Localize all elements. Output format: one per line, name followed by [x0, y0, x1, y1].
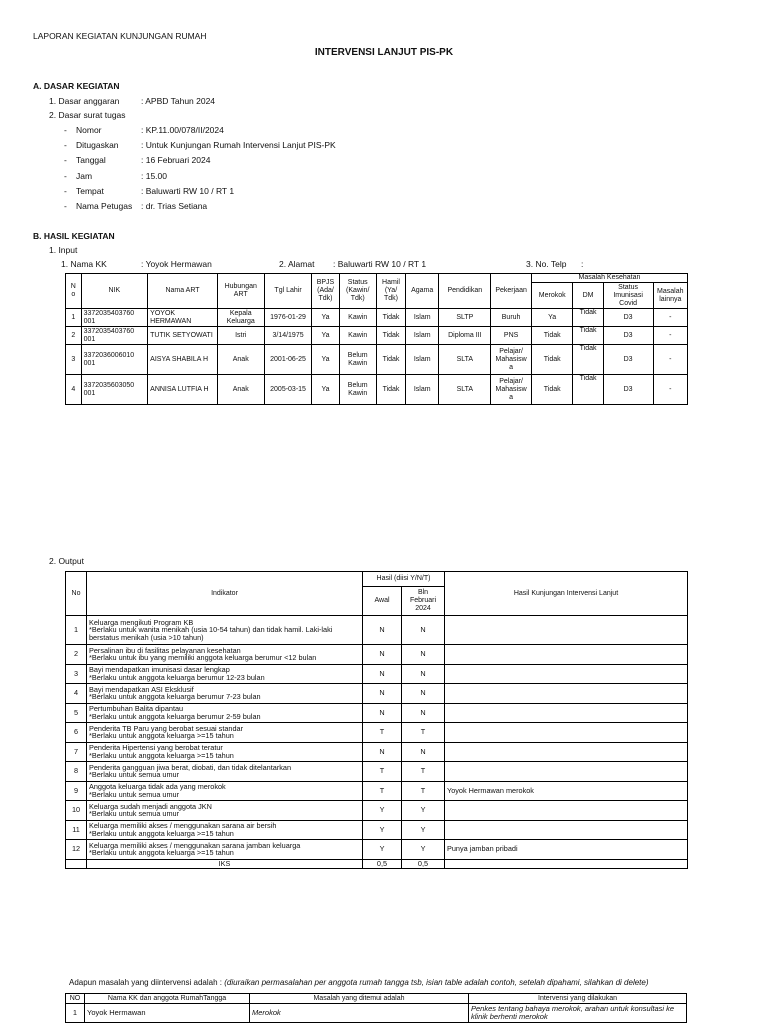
- cell-empty: [66, 859, 87, 868]
- cell-hasil-kunjungan: [445, 762, 688, 782]
- cell-hasil-kunjungan: [445, 801, 688, 821]
- cell-bpjs: Ya: [312, 327, 339, 345]
- cell-awal: N: [363, 742, 402, 762]
- cell-pek: PNS: [491, 327, 532, 345]
- cell-nik: 3372035603050 001: [81, 375, 148, 405]
- cell-awal: T: [363, 781, 402, 801]
- indikator-note: *Berlaku untuk anggota keluarga berumur 2-59 bulan: [89, 711, 261, 721]
- table-row: [66, 762, 688, 782]
- indikator-title: Keluarga mengikuti Program KB: [89, 617, 194, 627]
- col-masalah: Masalah yang ditemui adalah: [250, 994, 469, 1004]
- surat-tugas-label: Jam: [76, 170, 93, 181]
- col-hasil: Hasil (diisi Y/N/T): [363, 572, 445, 587]
- cell-indikator: [87, 840, 363, 860]
- indikator-title: Penderita TB Paru yang berobat sesuai standar: [89, 723, 244, 733]
- cell-status: Kawin: [339, 327, 376, 345]
- cell-bpjs: Ya: [312, 345, 339, 375]
- col-bln-februari: Bln Februari 2024: [402, 587, 445, 616]
- col-status: Status (Kawin/ Tdk): [339, 274, 376, 309]
- col-pendidikan: Pendidikan: [439, 274, 491, 309]
- cell-lainnya: -: [653, 327, 687, 345]
- indikator-title: Penderita gangguan jiwa berat, diobati, dan tidak ditelantarkan: [89, 762, 292, 772]
- cell-awal: Y: [363, 820, 402, 840]
- cell-agama: Islam: [406, 345, 439, 375]
- cell-no: 5: [66, 703, 87, 723]
- cell-bln: N: [402, 664, 445, 684]
- indikator-title: Keluarga memiliki akses / menggunakan sarana air bersih: [89, 821, 277, 831]
- cell-bpjs: Ya: [312, 375, 339, 405]
- cell-hasil-kunjungan: [445, 742, 688, 762]
- surat-tugas-label: Tanggal: [76, 155, 106, 166]
- cell-no: 12: [66, 840, 87, 860]
- cell-bln: T: [402, 781, 445, 801]
- col-imunisasi: Status Imunisasi Covid: [603, 283, 653, 309]
- surat-tugas-label: Tempat: [76, 185, 104, 196]
- cell-indikator: [87, 742, 363, 762]
- cell-lainnya: -: [653, 345, 687, 375]
- cell-nik: 3372035403760 001: [81, 309, 148, 327]
- col-merokok: Merokok: [531, 283, 573, 309]
- surat-tugas-label: Nama Petugas: [76, 201, 133, 211]
- cell-dm: Tidak: [573, 309, 603, 327]
- cell-hasil-kunjungan: [445, 616, 688, 645]
- surat-tugas-value: : Baluwarti RW 10 / RT 1: [141, 185, 235, 196]
- intervensi-intro: [69, 978, 649, 987]
- col-masalah-kesehatan: Masalah Kesehatan: [531, 274, 687, 283]
- bullet: -: [64, 155, 67, 166]
- dasar-item-value: : APBD Tahun 2024: [141, 96, 216, 106]
- indikator-note: *Berlaku untuk semua umur: [89, 770, 180, 780]
- cell-agama: Islam: [406, 327, 439, 345]
- surat-tugas-label: Nomor: [76, 125, 102, 135]
- telp-value: :: [581, 259, 584, 269]
- cell-hamil: Tidak: [376, 345, 405, 375]
- cell-no: 3: [66, 664, 87, 684]
- nama-kk-label: 1. Nama KK: [61, 259, 107, 269]
- indikator-note: *Berlaku untuk anggota keluarga >=15 tahun: [89, 848, 234, 858]
- cell-dm: Tidak: [573, 327, 603, 345]
- table-row: [66, 684, 688, 704]
- cell-hub: Anak: [217, 345, 264, 375]
- cell-dm: Tidak: [573, 345, 603, 375]
- bullet: -: [64, 140, 67, 151]
- cell-masalah: Merokok: [250, 1004, 469, 1023]
- col-nik: NIK: [81, 274, 148, 309]
- surat-tugas-value: : dr. Trias Setiana: [141, 201, 208, 211]
- bullet: -: [64, 185, 67, 196]
- bullet: -: [64, 170, 67, 181]
- cell-iks-awal: 0,5: [363, 859, 402, 868]
- cell-bln: Y: [402, 820, 445, 840]
- col-bpjs: BPJS (Ada/ Tdk): [312, 274, 339, 309]
- table-row: [66, 664, 688, 684]
- table-row: [66, 703, 688, 723]
- col-pekerjaan: Pekerjaan: [491, 274, 532, 309]
- cell-lainnya: -: [653, 309, 687, 327]
- indikator-note: *Berlaku untuk anggota keluarga berumur 12-23 bulan: [89, 672, 265, 682]
- cell-tgl: 3/14/1975: [264, 327, 312, 345]
- cell-no: 7: [66, 742, 87, 762]
- nama-kk-value: : Yoyok Hermawan: [141, 259, 212, 269]
- cell-no: 2: [66, 645, 87, 665]
- cell-bln: N: [402, 616, 445, 645]
- col-indikator: Indikator: [87, 572, 363, 616]
- cell-merokok: Tidak: [531, 327, 573, 345]
- col-hasil-kunjungan: Hasil Kunjungan Intervensi Lanjut: [445, 572, 688, 616]
- cell-empty: [445, 859, 688, 868]
- table-row: [66, 801, 688, 821]
- table-row: [66, 1004, 687, 1023]
- cell-merokok: Tidak: [531, 345, 573, 375]
- indikator-note: *Berlaku untuk anggota keluarga berumur 7-23 bulan: [89, 692, 261, 702]
- cell-status: Belum Kawin: [339, 345, 376, 375]
- col-hamil: Hamil (Ya/ Tdk): [376, 274, 405, 309]
- cell-no: 10: [66, 801, 87, 821]
- cell-pend: SLTA: [439, 375, 491, 405]
- surat-tugas-value: : 16 Februari 2024: [141, 155, 211, 166]
- cell-no: 11: [66, 820, 87, 840]
- indikator-title: Bayi mendapatkan imunisasi dasar lengkap: [89, 665, 230, 675]
- table-row: [66, 840, 688, 860]
- indikator-title: Anggota keluarga tidak ada yang merokok: [89, 782, 226, 792]
- alamat-value: : Baluwarti RW 10 / RT 1: [333, 259, 427, 269]
- indikator-note: *Berlaku untuk wanita menikah (usia 10-54 tahun) dan tidak hamil. Laki-laki berstatus menikah (usia >10 tahun): [89, 625, 333, 642]
- indikator-note: *Berlaku untuk semua umur: [89, 809, 180, 819]
- col-nama-kk: Nama KK dan anggota RumahTangga: [85, 994, 250, 1004]
- cell-imun: D3: [603, 309, 653, 327]
- table-row: [66, 820, 688, 840]
- cell-merokok: Ya: [531, 309, 573, 327]
- col-masalah-lainnya: Masalah lainnya: [653, 283, 687, 309]
- cell-nik: 3372035403760 001: [81, 327, 148, 345]
- cell-nama: ANNISA LUTFIA H: [148, 375, 218, 405]
- cell-hasil-kunjungan: [445, 684, 688, 704]
- cell-indikator: [87, 664, 363, 684]
- cell-awal: Y: [363, 801, 402, 821]
- intervensi-intro-note: (diuraikan permasalahan per anggota rumah tangga tsb, isian table adalah contoh, setelah dipahami, silahkan di delete): [224, 978, 649, 987]
- cell-imun: D3: [603, 375, 653, 405]
- surat-tugas-label: Ditugaskan: [76, 140, 119, 151]
- cell-hub: Anak: [217, 375, 264, 405]
- cell-awal: N: [363, 616, 402, 645]
- cell-no: 4: [66, 375, 82, 405]
- cell-hasil-kunjungan: Yoyok Hermawan merokok: [445, 781, 688, 801]
- cell-indikator: [87, 616, 363, 645]
- cell-tgl: 2001-06-25: [264, 345, 312, 375]
- cell-dm: Tidak: [573, 375, 603, 405]
- cell-awal: N: [363, 684, 402, 704]
- surat-tugas-value: : KP.11.00/078/II/2024: [141, 125, 224, 135]
- cell-status: Kawin: [339, 309, 376, 327]
- cell-bln: N: [402, 742, 445, 762]
- cell-bln: N: [402, 645, 445, 665]
- table-row: [66, 345, 688, 375]
- input-table: [65, 273, 688, 405]
- cell-intervensi: Penkes tentang bahaya merokok, arahan untuk konsultasi ke klinik berhenti merokok: [469, 1004, 687, 1023]
- cell-awal: T: [363, 762, 402, 782]
- cell-hasil-kunjungan: [445, 703, 688, 723]
- cell-indikator: [87, 703, 363, 723]
- indikator-note: *Berlaku untuk anggota keluarga >=15 tahun: [89, 828, 234, 838]
- cell-bln: T: [402, 762, 445, 782]
- cell-no: 2: [66, 327, 82, 345]
- cell-hamil: Tidak: [376, 375, 405, 405]
- bullet: -: [64, 201, 67, 211]
- section-b-heading: B. HASIL KEGIATAN: [33, 231, 115, 241]
- cell-iks-bln: 0,5: [402, 859, 445, 868]
- cell-iks-label: IKS: [87, 859, 363, 868]
- cell-indikator: [87, 762, 363, 782]
- cell-merokok: Tidak: [531, 375, 573, 405]
- cell-agama: Islam: [406, 309, 439, 327]
- cell-nama: YOYOK HERMAWAN: [148, 309, 218, 327]
- table-row: [66, 327, 688, 345]
- surat-tugas-value: : 15.00: [141, 170, 167, 181]
- indikator-title: Bayi mendapatkan ASI Eksklusif: [89, 684, 194, 694]
- table-row: [66, 781, 688, 801]
- cell-pend: SLTP: [439, 309, 491, 327]
- cell-no: 1: [66, 1004, 85, 1023]
- cell-indikator: [87, 820, 363, 840]
- telp-label: 3. No. Telp: [526, 259, 567, 269]
- dasar-item-label: 2. Dasar surat tugas: [49, 110, 126, 120]
- table-row: [66, 723, 688, 743]
- cell-hasil-kunjungan: [445, 723, 688, 743]
- cell-bln: N: [402, 684, 445, 704]
- page-title: INTERVENSI LANJUT PIS-PK: [314, 47, 454, 58]
- cell-indikator: [87, 801, 363, 821]
- col-no: NO: [66, 994, 85, 1004]
- intervensi-intro-text: Adapun masalah yang diintervensi adalah :: [69, 978, 222, 987]
- alamat-label: 2. Alamat: [279, 259, 315, 269]
- cell-no: 8: [66, 762, 87, 782]
- iks-row: [66, 859, 688, 868]
- cell-pend: Diploma III: [439, 327, 491, 345]
- cell-pek: Pelajar/ Mahasisw a: [491, 345, 532, 375]
- cell-hub: Istri: [217, 327, 264, 345]
- cell-awal: Y: [363, 840, 402, 860]
- cell-hasil-kunjungan: Punya jamban pribadi: [445, 840, 688, 860]
- cell-no: 4: [66, 684, 87, 704]
- table-row: [66, 309, 688, 327]
- dasar-item-label: 1. Dasar anggaran: [49, 96, 120, 106]
- indikator-title: Keluarga sudah menjadi anggota JKN: [89, 801, 212, 811]
- table-row: [66, 742, 688, 762]
- indikator-title: Pertumbuhan Balita dipantau: [89, 704, 184, 714]
- cell-bln: N: [402, 703, 445, 723]
- cell-pek: Buruh: [491, 309, 532, 327]
- col-tgl-lahir: Tgl Lahir: [264, 274, 312, 309]
- cell-imun: D3: [603, 327, 653, 345]
- cell-awal: N: [363, 664, 402, 684]
- cell-status: Belum Kawin: [339, 375, 376, 405]
- cell-hasil-kunjungan: [445, 664, 688, 684]
- section-a-heading: A. DASAR KEGIATAN: [33, 81, 120, 91]
- cell-indikator: [87, 645, 363, 665]
- cell-nik: 3372036006010 001: [81, 345, 148, 375]
- cell-lainnya: -: [653, 375, 687, 405]
- indikator-title: Keluarga memiliki akses / menggunakan sarana jamban keluarga: [89, 840, 301, 850]
- cell-hamil: Tidak: [376, 327, 405, 345]
- col-dm: DM: [573, 283, 603, 309]
- indikator-note: *Berlaku untuk semua umur: [89, 789, 180, 799]
- cell-bln: Y: [402, 801, 445, 821]
- indikator-note: *Berlaku untuk ibu yang memiliki anggota keluarga berumur <12 bulan: [89, 653, 317, 663]
- cell-bln: T: [402, 723, 445, 743]
- input-label: 1. Input: [49, 245, 78, 255]
- cell-awal: N: [363, 645, 402, 665]
- cell-pek: Pelajar/ Mahasisw a: [491, 375, 532, 405]
- cell-nama: AISYA SHABILA H: [148, 345, 218, 375]
- cell-no: 9: [66, 781, 87, 801]
- cell-no: 3: [66, 345, 82, 375]
- indikator-title: Persalinan ibu di fasilitas pelayanan kesehatan: [89, 645, 241, 655]
- cell-agama: Islam: [406, 375, 439, 405]
- cell-hamil: Tidak: [376, 309, 405, 327]
- table-row: [66, 375, 688, 405]
- col-no: N o: [66, 274, 82, 309]
- surat-tugas-value: : Untuk Kunjungan Rumah Intervensi Lanjut PIS-PK: [141, 140, 336, 151]
- cell-indikator: [87, 723, 363, 743]
- cell-bln: Y: [402, 840, 445, 860]
- cell-hasil-kunjungan: [445, 820, 688, 840]
- cell-no: 6: [66, 723, 87, 743]
- cell-hub: Kepala Keluarga: [217, 309, 264, 327]
- cell-awal: T: [363, 723, 402, 743]
- report-header: LAPORAN KEGIATAN KUNJUNGAN RUMAH: [33, 31, 207, 41]
- table-row: [66, 616, 688, 645]
- indikator-note: *Berlaku untuk anggota keluarga >=15 tahun: [89, 750, 234, 760]
- cell-hasil-kunjungan: [445, 645, 688, 665]
- output-label: 2. Output: [49, 556, 84, 566]
- intervensi-table: [65, 993, 687, 1023]
- cell-nama: Yoyok Hermawan: [85, 1004, 250, 1023]
- cell-indikator: [87, 781, 363, 801]
- cell-tgl: 2005-03-15: [264, 375, 312, 405]
- table-row: [66, 645, 688, 665]
- col-hubungan: Hubungan ART: [217, 274, 264, 309]
- cell-no: 1: [66, 616, 87, 645]
- cell-tgl: 1976-01-29: [264, 309, 312, 327]
- col-awal: Awal: [363, 587, 402, 616]
- cell-indikator: [87, 684, 363, 704]
- cell-pend: SLTA: [439, 345, 491, 375]
- bullet: -: [64, 125, 67, 135]
- indikator-title: Penderita Hipertensi yang berobat teratur: [89, 743, 223, 753]
- indikator-note: *Berlaku untuk anggota keluarga >=15 tahun: [89, 731, 234, 741]
- col-no: No: [66, 572, 87, 616]
- cell-nama: TUTIK SETYOWATI: [148, 327, 218, 345]
- cell-awal: N: [363, 703, 402, 723]
- output-table: [65, 571, 688, 869]
- cell-bpjs: Ya: [312, 309, 339, 327]
- col-intervensi: Intervensi yang dilakukan: [469, 994, 687, 1004]
- cell-imun: D3: [603, 345, 653, 375]
- col-agama: Agama: [406, 274, 439, 309]
- cell-no: 1: [66, 309, 82, 327]
- col-nama-art: Nama ART: [148, 274, 218, 309]
